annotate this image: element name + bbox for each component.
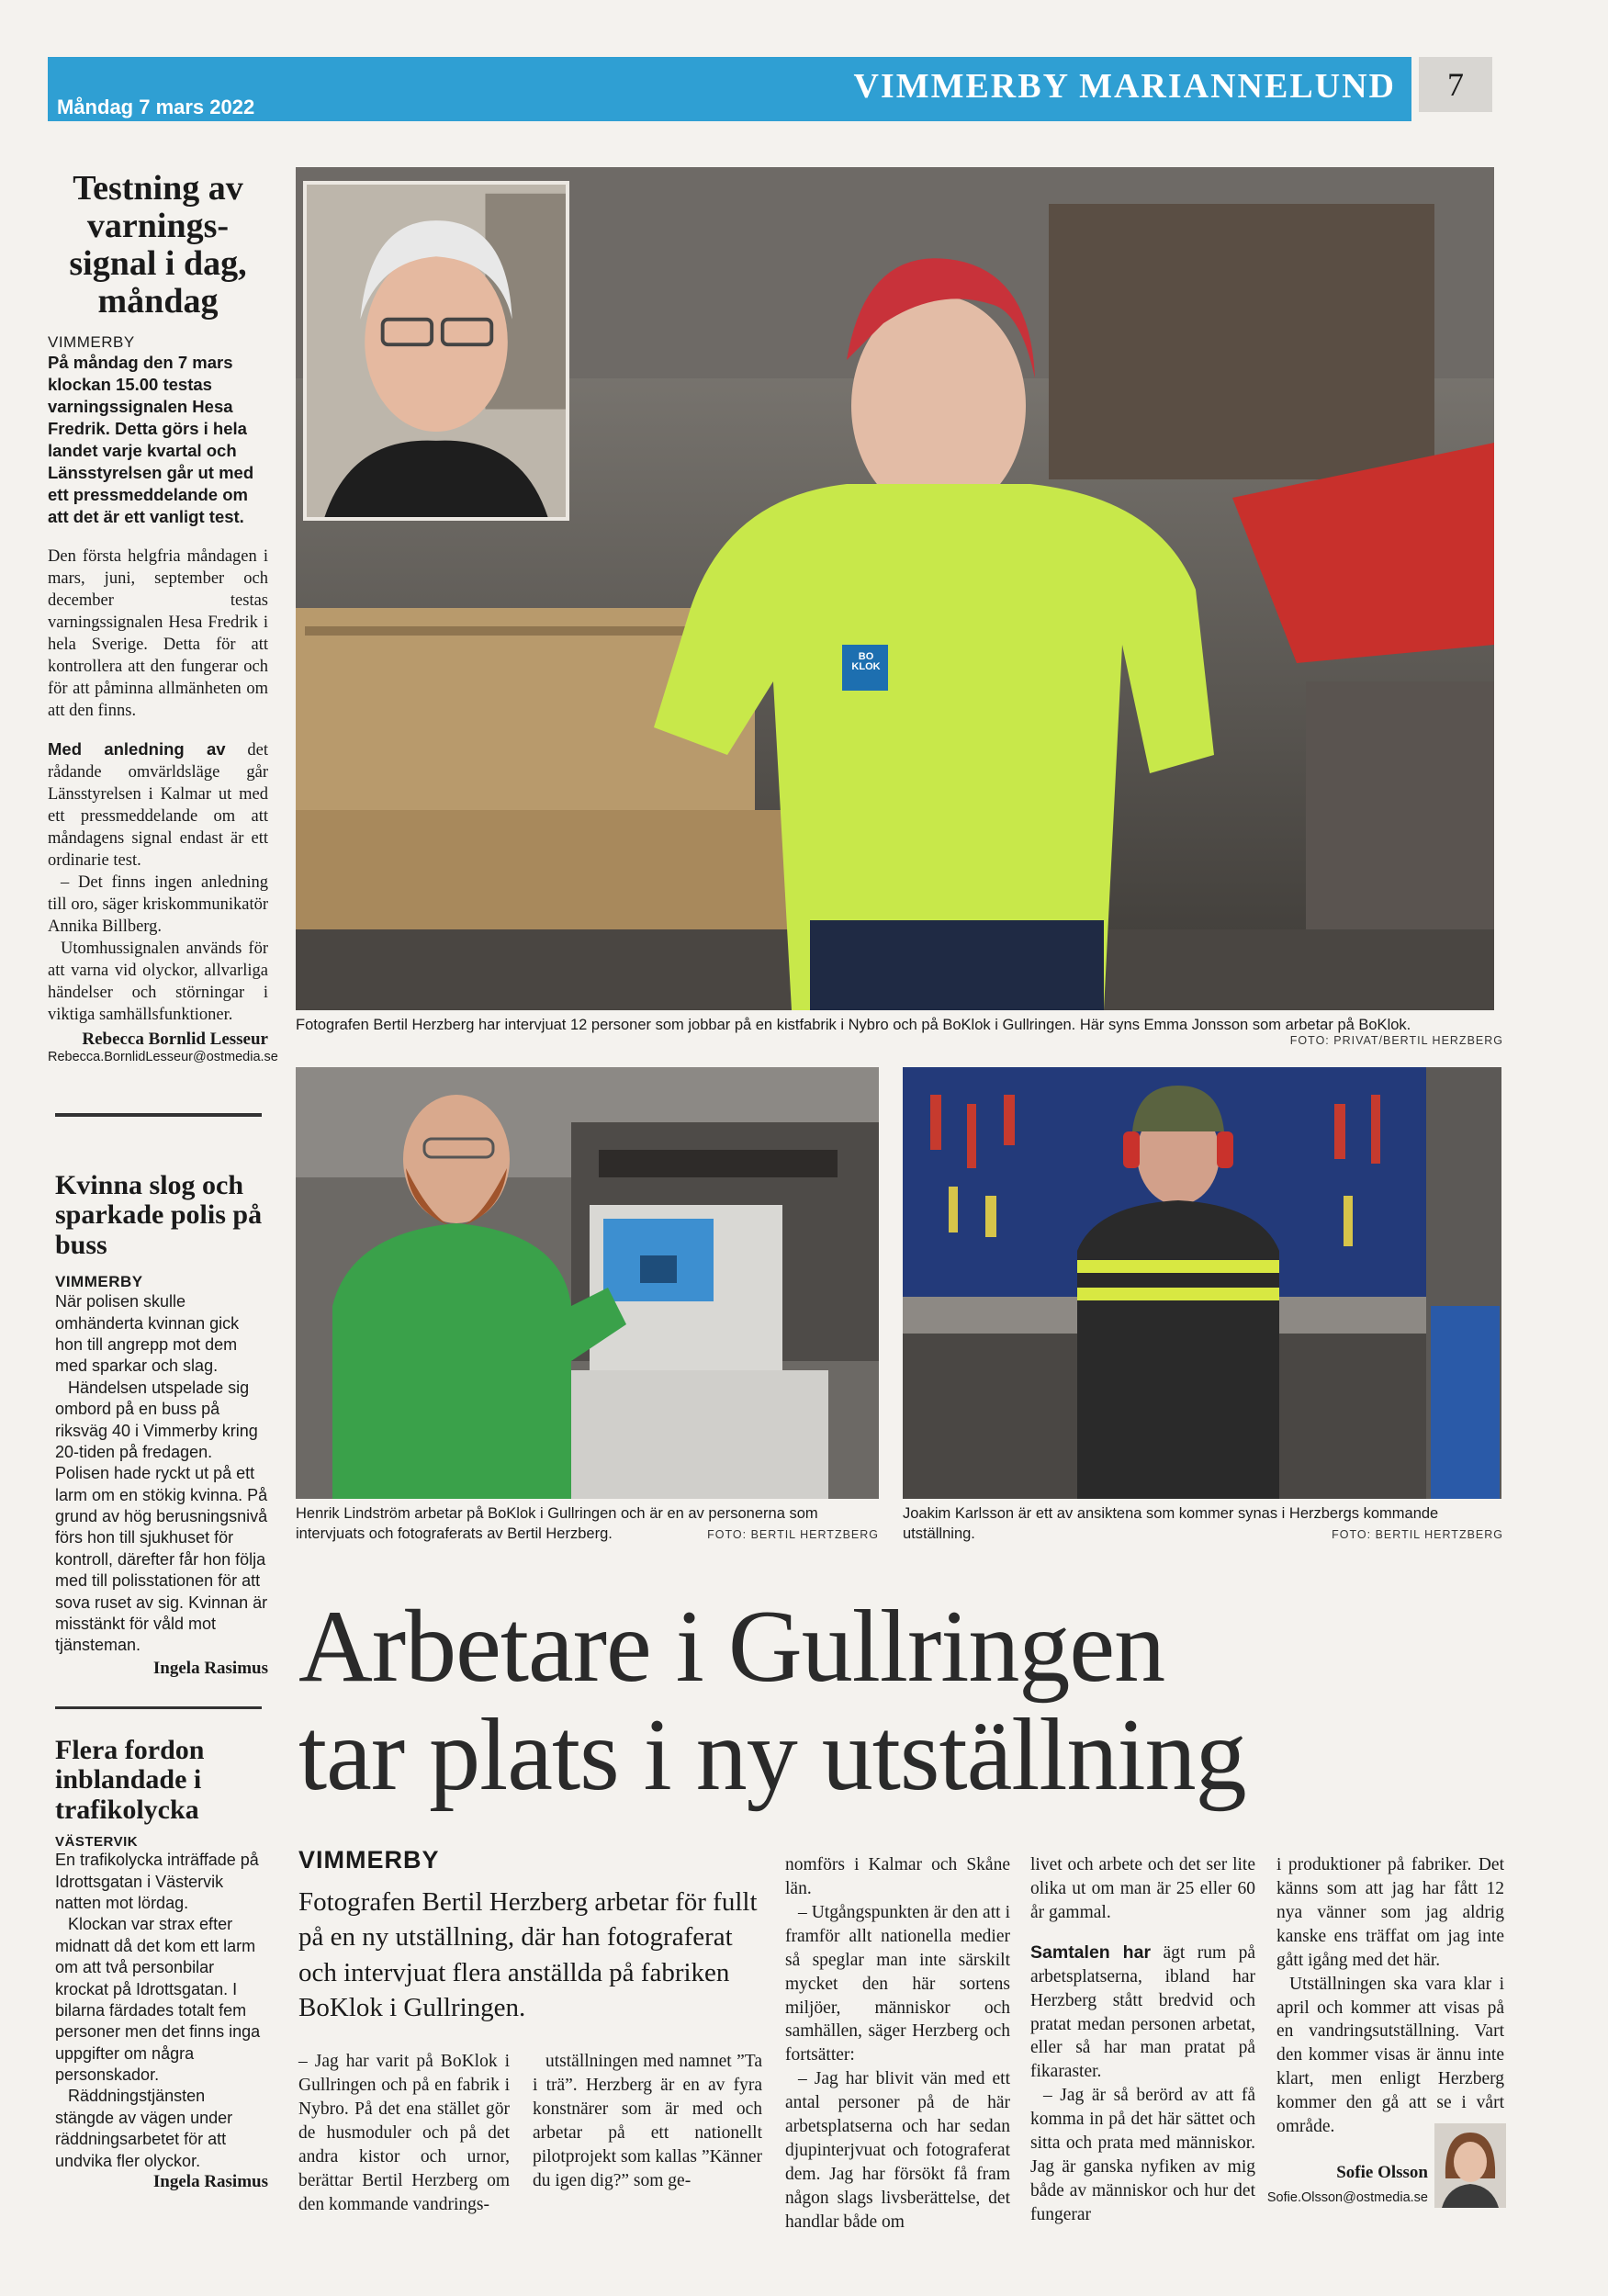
article-paragraph: i produktioner på fabriker. Det känns som att jag har fått 12 nya vänner som jag aldrig kanske ens träffat om jag inte gått igång med det här. [1276,1855,1504,1970]
brief-dateline: VIMMERBY [55,1273,143,1291]
brief-byline: Rebecca Bornlid Lesseur [82,1030,268,1050]
brief-byline: Ingela Rasimus [152,2172,268,2192]
brief-lead-in: Med anledning av [48,738,226,759]
joakim-photo [903,1067,1501,1499]
article-headline [298,1590,1511,1812]
article-byline: Sofie Olsson [1336,2163,1428,2182]
workshop-photo-illustration [903,1067,1501,1499]
joakim-photo-caption: Joakim Karlsson är ett av ansiktena som kommer synas i Herzbergs kommande utställning. [903,1505,1439,1543]
article-paragraph [1030,1941,1255,2085]
brief-email: Rebecca.BornlidLesseur@ostmedia.se [48,1050,278,1065]
section-title: VIMMERBY MARIANNELUND [853,67,1396,106]
brief-byline: Ingela Rasimus [152,1658,268,1678]
byline-avatar [1434,2123,1506,2208]
article-column-4 [1030,1853,1255,2227]
article-column-3 [785,1853,1010,2234]
article-paragraph: livet och arbete och det ser lite olika ut om man är 25 eller 60 år gammal. [1030,1855,1255,1922]
photographer-portrait-illustration [307,185,566,517]
brief-paragraph-text: det rådande omvärldsläge går Länsstyrelsen i Kalmar ut med ett pressmeddelande om att måndagens signal endast är ett ordinarie test. [48,740,269,871]
brief-dateline: VIMMERBY [48,333,135,352]
brief-paragraph: När polisen skulle omhänderta kvinnan gick hon till angrepp mot dem med sparkar och slag. [55,1292,240,1376]
article-lead-in: Samtalen har [1030,1941,1152,1963]
brief-title: Testning av varnings-signal i dag, måndag [69,169,247,321]
brief-title: Flera fordon inblandade i trafikolycka [55,1735,205,1825]
article-paragraph: – Utgångspunkten är den att i framför allt nationella medier så speglar man inte särskilt mycket den här sortens miljöer, människor och samhällen, säger Herzberg och fortsätter: [785,1902,1010,2065]
article-dateline: VIMMERBY [298,1846,440,1874]
main-photo-caption: Fotografen Bertil Herzberg har intervjuat 12 personer som jobbar på en kistfabrik i Nybro och på BoKlok i Gullringen. Här syns Emma Jonsson som arbetar på BoKlok. [296,1017,1411,1033]
article-paragraph: – Jag är så berörd av att få komma in på det här sättet och sitta och prata med människor. Jag är ganska nyfiken av mig både av människor och hur det fungerar [1030,2086,1255,2224]
boklok-shirt-logo: BO KLOK [851,651,881,672]
brief-title: Kvinna slog och sparkade polis på buss [55,1170,263,1260]
brief-paragraph: En trafikolycka inträffade på Idrottsgatan i Västervik natten mot lördag. [55,1851,259,1912]
henrik-photo [296,1067,879,1499]
brief-police-bus [55,1171,268,1679]
headline-line-2: tar plats i ny utställning [298,1697,1246,1812]
joakim-photo-credit: FOTO: BERTIL HERTZBERG [1332,1528,1503,1541]
article-ingress: Fotografen Bertil Herzberg arbetar för fullt på en ny utställning, där han fotograferat och intervjuat flera anställda på fabriken BoKlok i Gullringen. [298,1887,758,2022]
column-divider [55,1113,262,1117]
brief-paragraph: Klockan var strax efter midnatt då det kom ett larm om att två personbilar krockat på Idrottsgatan. I bilarna färdades totalt fem personer men det finns inga uppgifter om några personskador. [55,1915,261,2085]
brief-paragraph: Den första helgfria måndagen i mars, juni, september och december testas varningssignalen Hesa Fredrik i hela Sverige. Detta för att kontrollera att den fungerar och för att påminna allmänheten om att den finns. [48,546,268,720]
article-email: Sofie.Olsson@ostmedia.se [1266,2190,1428,2205]
article-column-2: utställningen med namnet ”Ta i trä”. Herzberg är en av fyra konstnärer som är med och arbetar på ett nationellt pilotprojekt som kallas ”Känner du igen dig?” som ge- [533,2052,762,2190]
article-paragraph: – Jag har blivit vän med ett antal personer på de här arbetsplatserna och har sedan djupinterjvuat och fotograferat dem. Jag har försökt få fram någon slags livsberättelse, det handlar både om [785,2069,1010,2232]
article-paragraph: Utställningen ska vara klar i april och kommer att visas på en vandringsutställning. Vart den kommer visas är ännu inte klart, men enligt Herzberg kommer den gå att se i vårt område. [1276,1974,1504,2137]
henrik-photo-credit: FOTO: BERTIL HERTZBERG [707,1528,879,1541]
article-column-5 [1276,1853,1504,2139]
headline-line-1: Arbetare i Gullringen [298,1590,1165,1704]
henrik-photo-caption: Henrik Lindström arbetar på BoKlok i Gullringen och är en av personerna som intervjuats och fotograferats av Bertil Herzberg. [296,1505,818,1543]
article-paragraph: nomförs i Kalmar och Skåne län. [785,1855,1010,1898]
issue-date: Måndag 7 mars 2022 [57,96,255,118]
brief-ingress: På måndag den 7 mars klockan 15.00 testas varningssignalen Hesa Fredrik. Detta görs i hela landet varje kvartal och Länsstyrelsen går ut med ett pressmeddelande om att det är ett vanligt test. [48,353,254,527]
page-number: 7 [1419,57,1492,112]
brief-paragraph: Räddningstjänsten stängde av vägen under räddningsarbetet för att undvika fler olyckor. [55,2087,233,2170]
article-column-1: – Jag har varit på BoKlok i Gullringen och på en fabrik i Nybro. På det ena stället gör de husmoduler och på det andra kistor och urnor, berättar Bertil Herzberg om den kommande vandrings- [298,2052,510,2214]
main-photo [296,167,1494,1010]
brief-paragraph: Händelsen utspelade sig ombord på en buss på riksväg 40 i Vimmerby kring 20-tiden på fredagen. Polisen hade ryckt ut på ett larm om en stökig kvinna. På grund av hög berusningsnivå förs hon till sjukhuset för kontroll, därefter får hon följa med till polisstationen för att sova ruset av sig. Kvinnan är misstänkt för våld mot tjänsteman. [55,1378,268,1655]
column-divider [55,1706,262,1709]
author-portrait-illustration [1434,2123,1506,2208]
brief-paragraph [48,738,268,872]
brief-hesa-fredrik [48,169,278,1065]
brief-dateline: VÄSTERVIK [55,1834,139,1851]
article-paragraph-text: ägt rum på arbetsplatserna, ibland har Herzberg stått bredvid och pratat medan personen arbetat, eller så har man pratat på fikaraster. [1030,1942,1256,2082]
brief-quote: – Det finns ingen anledning till oro, säger kriskommunikatör Annika Billberg. [48,873,268,937]
main-photo-credit: FOTO: PRIVAT/BERTIL HERZBERG [1289,1034,1503,1047]
brief-traffic-accident [55,1736,268,2192]
brief-paragraph: Utomhussignalen används för att varna vid olyckor, allvarliga händelser och störningar i viktiga samhällsfunktioner. [48,940,268,1025]
control-panel-photo-illustration [296,1067,879,1499]
inset-portrait [303,181,569,521]
